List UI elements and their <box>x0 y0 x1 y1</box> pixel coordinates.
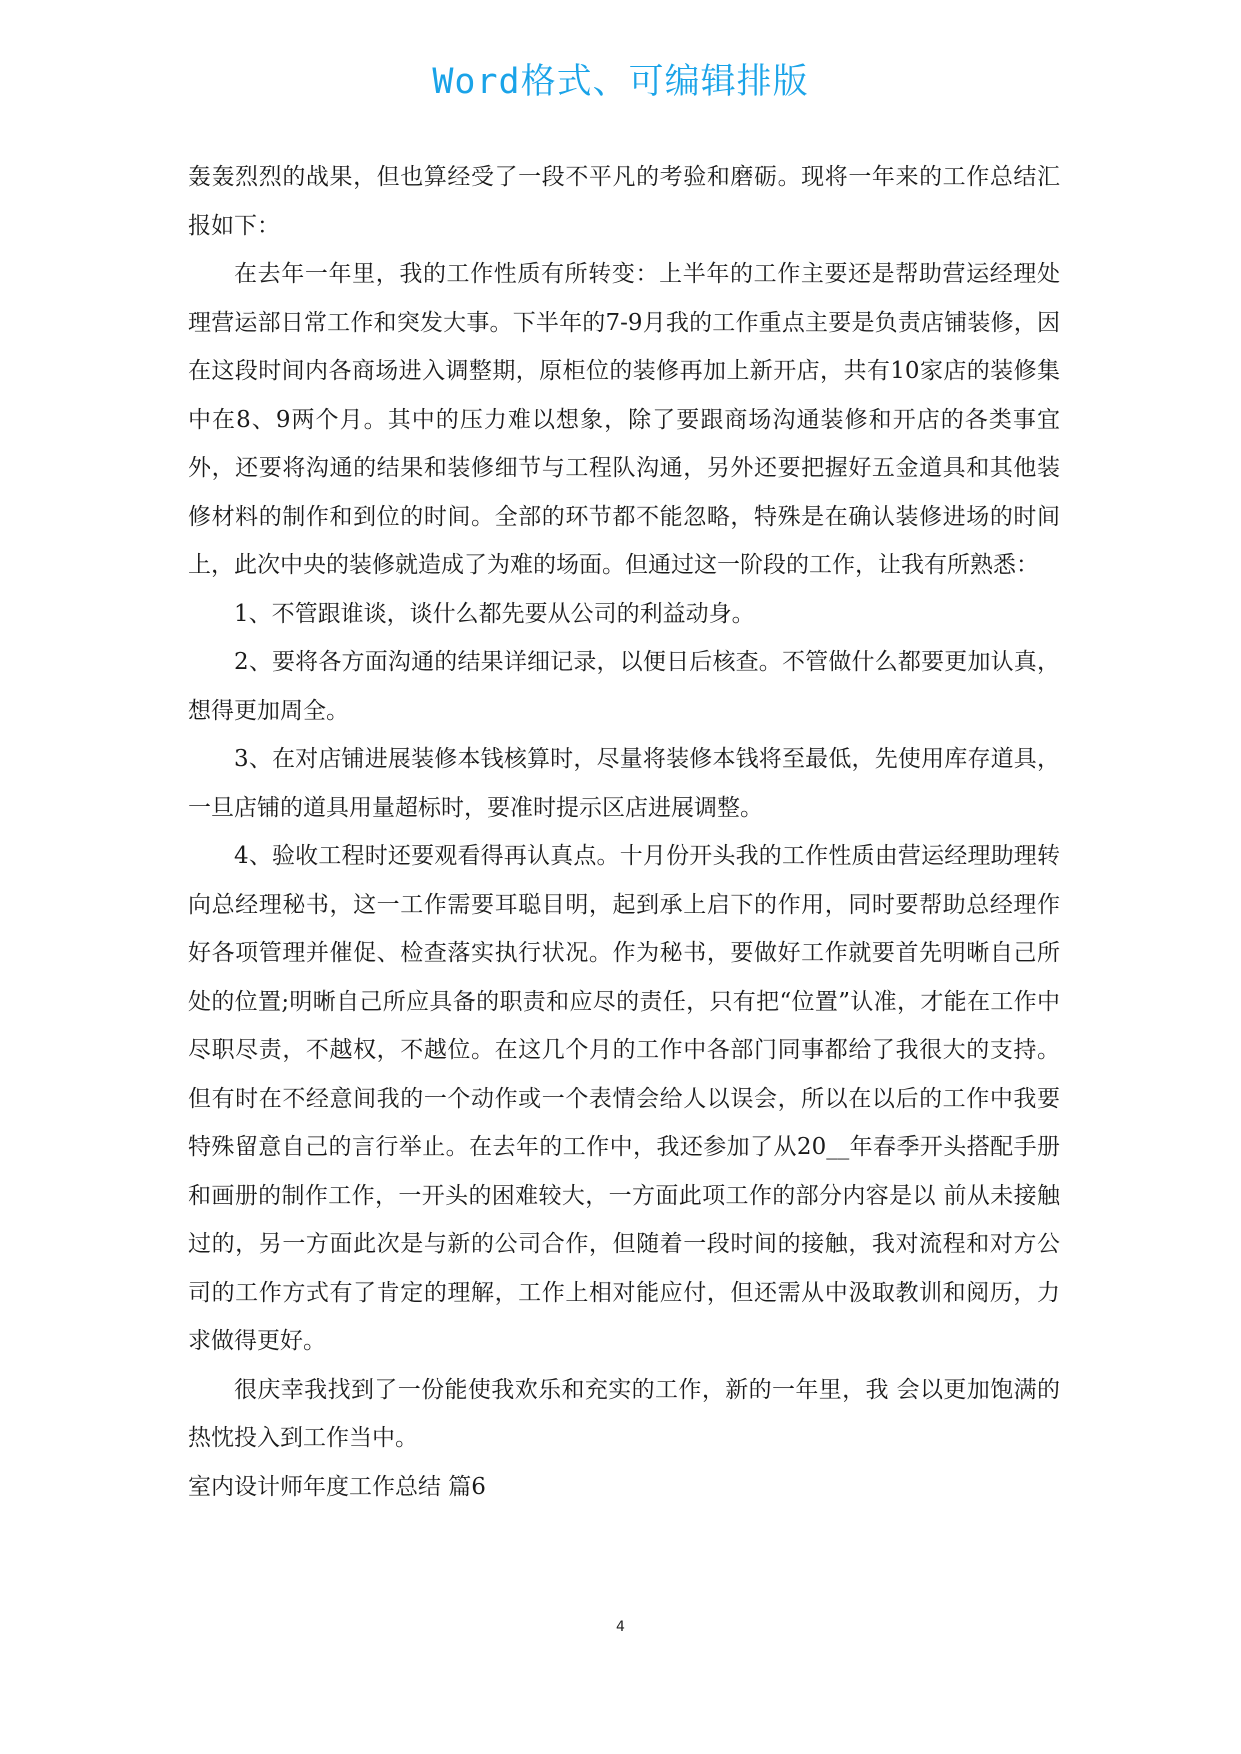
paragraph: 很庆幸我找到了一份能使我欢乐和充实的工作，新的一年里，我 会以更加饱满的热忱投入到工作当中。 <box>188 1376 1060 1451</box>
list-item: 1、不管跟谁谈，谈什么都先要从公司的利益动身。 <box>234 600 755 627</box>
list-item: 2、要将各方面沟通的结果详细记录，以便日后核查。不管做什么都要更加认真，想得更加周全。 <box>188 649 1060 724</box>
section-heading: 室内设计师年度工作总结 篇6 <box>188 1473 486 1500</box>
list-item: 3、在对店铺进展装修本钱核算时，尽量将装修本钱将至最低，先使用库存道具，一旦店铺的道具用量超标时，要准时提示区店进展调整。 <box>188 746 1060 821</box>
list-item: 4、验收工程时还要观看得再认真点。十月份开头我的工作性质由营运经理助理转向总经理秘书，这一工作需要耳聪目明，起到承上启下的作用，同时要帮助总经理作好各项管理并催促、检查落实执行状况。作为秘书，要做好工作就要首先明晰自己所处的位置;明晰自己所应具备的职责和应尽的责任，只有把“位置”认准，才能在工作中尽职尽责，不越权，不越位。在这几个月的工作中各部门同事都给了我很大的支持。但有时在不经意间我的一个动作或一个表情会给人以误会，所以在以后的工作中我要特殊留意自己的言行举止。在去年的工作中，我还参加了从20__年春季开头搭配手册和画册的制作工作，一开头的困难较大，一方面此项工作的部分内容是以 前从未接触过的，另一方面此次是与新的公司合作，但随着一段时间的接触，我对流程和对方公司的工作方式有了肯定的理解，工作上相对能应付，但还需从中汲取教训和阅历，力求做得更好。 <box>188 843 1060 1354</box>
document-header-title: Word格式、可编辑排版 <box>432 62 809 102</box>
document-body <box>188 153 1060 1511</box>
paragraph: 在去年一年里，我的工作性质有所转变：上半年的工作主要还是帮助营运经理处理营运部日常工作和突发大事。下半年的7-9月我的工作重点主要是负责店铺装修，因在这段时间内各商场进入调整期，原柜位的装修再加上新开店，共有10家店的装修集中在8、9两个月。其中的压力难以想象，除了要跟商场沟通装修和开店的各类事宜外，还要将沟通的结果和装修细节与工程队沟通，另外还要把握好五金道具和其他装修材料的制作和到位的时间。全部的环节都不能忽略，特殊是在确认装修进场的时间上，此次中央的装修就造成了为难的场面。但通过这一阶段的工作，让我有所熟悉： <box>188 261 1060 578</box>
paragraph: 轰轰烈烈的战果，但也算经受了一段不平凡的考验和磨砺。现将一年来的工作总结汇报如下： <box>188 164 1060 239</box>
page-number: 4 <box>616 1619 625 1635</box>
